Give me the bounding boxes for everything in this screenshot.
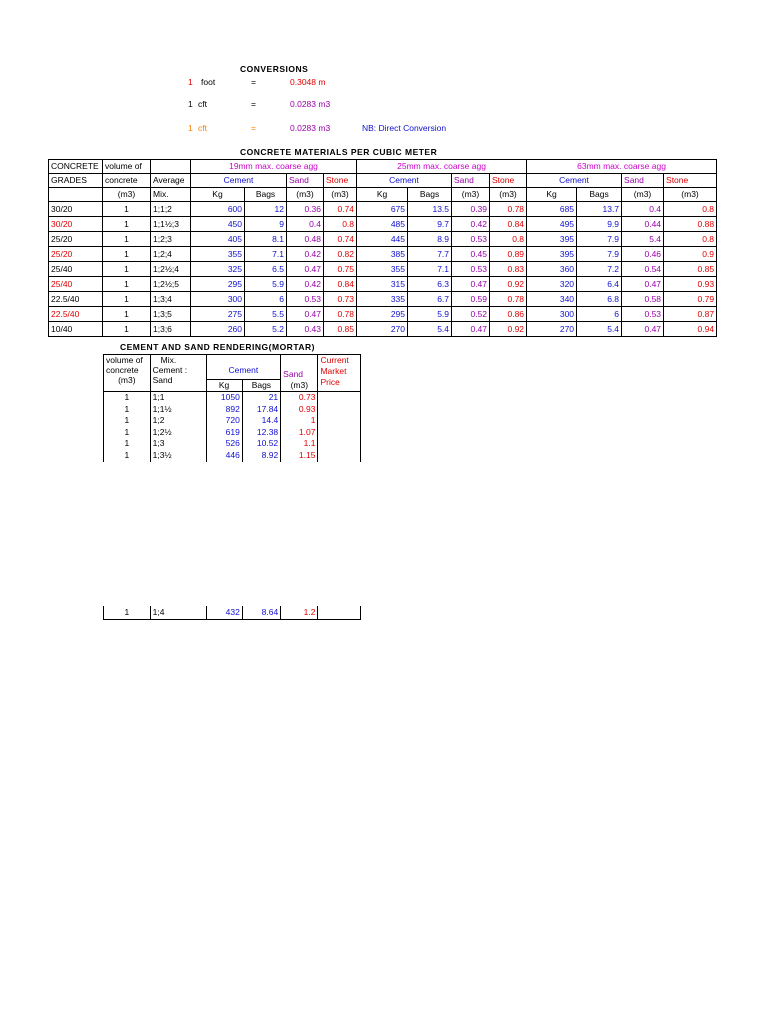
kg-cell: 270 <box>357 322 408 337</box>
kg-cell: 295 <box>191 277 245 292</box>
kg-cell: 450 <box>191 217 245 232</box>
sand-cell: 0.53 <box>287 292 324 307</box>
volume-cell: 1 <box>103 277 151 292</box>
grade-cell: 25/20 <box>49 232 103 247</box>
kg-cell: 315 <box>357 277 408 292</box>
conversion-unit: cft <box>198 123 207 133</box>
sand-cell: 0.44 <box>622 217 664 232</box>
sand-cell: 0.58 <box>622 292 664 307</box>
m3-header: (m3) <box>452 188 490 202</box>
mortar-cell-volume: 1 <box>104 415 151 427</box>
mix-cell: 1;2½;5 <box>151 277 191 292</box>
cement-header: Cement <box>357 174 452 188</box>
mix-header-blank <box>151 160 191 174</box>
mortar-mix-line: Mix. <box>160 355 177 365</box>
mortar-volume-line: volume of <box>106 355 143 365</box>
kg-header: Kg <box>527 188 577 202</box>
stone-header: Stone <box>490 174 527 188</box>
mortar-sand-unit: (m3) <box>290 380 309 390</box>
mortar-table-title: CEMENT AND SAND RENDERING(MORTAR) <box>120 342 315 352</box>
kg-cell: 355 <box>357 262 408 277</box>
kg-cell: 325 <box>191 262 245 277</box>
bags-cell: 7.1 <box>408 262 452 277</box>
conversion-equals: = <box>251 99 256 109</box>
sand-cell: 0.52 <box>452 307 490 322</box>
kg-cell: 395 <box>527 247 577 262</box>
sand-cell: 0.46 <box>622 247 664 262</box>
stone-cell: 0.92 <box>490 277 527 292</box>
mortar-sand-label: Sand <box>283 369 304 379</box>
table-row <box>104 415 361 427</box>
mortar-cell-mix: 1;2 <box>150 415 206 427</box>
stone-cell: 0.9 <box>664 247 717 262</box>
stone-header: Stone <box>324 174 357 188</box>
sand-cell: 0.47 <box>452 277 490 292</box>
volume-cell: 1 <box>103 262 151 277</box>
conversion-value: 0.0283 m3 <box>290 123 331 133</box>
bags-cell: 9.9 <box>577 217 622 232</box>
m3-header: (m3) <box>324 188 357 202</box>
volume-cell: 1 <box>103 322 151 337</box>
grade-cell: 25/20 <box>49 247 103 262</box>
bags-cell: 6.5 <box>245 262 287 277</box>
bags-cell: 8.1 <box>245 232 287 247</box>
mortar-volume-header <box>104 355 151 392</box>
sand-cell: 0.47 <box>287 262 324 277</box>
sand-cell: 0.42 <box>287 247 324 262</box>
mortar-cell-volume: 1 <box>104 392 151 404</box>
mix-cell: 1;3;4 <box>151 292 191 307</box>
kg-cell: 300 <box>191 292 245 307</box>
mortar-mix-header <box>150 355 206 392</box>
mortar-sand-header <box>281 355 318 392</box>
mortar-cell-price <box>318 392 361 404</box>
stone-cell: 0.93 <box>664 277 717 292</box>
mortar-cell-mix: 1;3½ <box>150 450 206 462</box>
mortar-cell-bags: 8.92 <box>242 450 280 462</box>
kg-cell: 360 <box>527 262 577 277</box>
grades-header-blank <box>49 188 103 202</box>
mortar-mix-line: Sand <box>152 375 173 385</box>
sand-cell: 5.4 <box>622 232 664 247</box>
mortar-cement-label: Cement <box>228 365 259 375</box>
mortar-cell-volume: 1 <box>104 438 151 450</box>
mortar-volume-line: (m3) <box>118 375 136 385</box>
mix-cell: 1;1½;3 <box>151 217 191 232</box>
mortar-bags-header: Bags <box>251 380 272 390</box>
conversion-unit: foot <box>201 77 216 87</box>
sand-cell: 0.43 <box>287 322 324 337</box>
stone-cell: 0.87 <box>664 307 717 322</box>
stone-cell: 0.84 <box>490 217 527 232</box>
kg-cell: 495 <box>527 217 577 232</box>
stone-cell: 0.78 <box>490 292 527 307</box>
sand-cell: 0.54 <box>622 262 664 277</box>
group-63mm-header: 63mm max. coarse agg <box>527 160 717 174</box>
bags-cell: 13.7 <box>577 202 622 217</box>
conversion-equals: = <box>251 77 256 87</box>
mortar-cell-bags: 21 <box>242 392 280 404</box>
mix-header: Mix. <box>151 188 191 202</box>
mix-cell: 1;1;2 <box>151 202 191 217</box>
mortar-last-row <box>103 606 361 620</box>
stone-cell: 0.8 <box>664 232 717 247</box>
kg-cell: 275 <box>191 307 245 322</box>
stone-cell: 0.78 <box>324 307 357 322</box>
mortar-cell-volume: 1 <box>104 427 151 439</box>
m3-header: (m3) <box>490 188 527 202</box>
mortar-cement-header <box>206 355 281 392</box>
bags-cell: 8.9 <box>408 232 452 247</box>
bags-cell: 7.7 <box>408 247 452 262</box>
mortar-cell-sand: 0.93 <box>281 404 318 416</box>
sand-cell: 0.59 <box>452 292 490 307</box>
stone-cell: 0.82 <box>324 247 357 262</box>
kg-cell: 260 <box>191 322 245 337</box>
kg-header: Kg <box>357 188 408 202</box>
grade-cell: 30/20 <box>49 202 103 217</box>
grades-header: GRADES <box>49 174 103 188</box>
grade-cell: 25/40 <box>49 262 103 277</box>
volume-cell: 1 <box>103 217 151 232</box>
mortar-cell-bags: 8.64 <box>242 606 280 620</box>
mortar-kg-header: Kg <box>207 380 243 391</box>
mortar-cell-kg: 892 <box>206 404 242 416</box>
kg-cell: 295 <box>357 307 408 322</box>
m3-header: (m3) <box>287 188 324 202</box>
volume-cell: 1 <box>103 202 151 217</box>
mortar-cell-bags: 12.38 <box>242 427 280 439</box>
stone-cell: 0.89 <box>490 247 527 262</box>
conversion-note: NB: Direct Conversion <box>362 123 447 133</box>
bags-header: Bags <box>245 188 287 202</box>
mortar-cell-sand: 1.1 <box>281 438 318 450</box>
m3-header: (m3) <box>664 188 717 202</box>
mortar-cell-price <box>318 404 361 416</box>
sand-header: Sand <box>287 174 324 188</box>
conversions-title: CONVERSIONS <box>240 64 309 74</box>
bags-cell: 9.7 <box>408 217 452 232</box>
stone-cell: 0.8 <box>490 232 527 247</box>
kg-cell: 270 <box>527 322 577 337</box>
group-19mm-header: 19mm max. coarse agg <box>191 160 357 174</box>
mortar-table <box>103 354 361 462</box>
volume-header: (m3) <box>103 188 151 202</box>
mortar-cell-mix: 1;1 <box>150 392 206 404</box>
sand-header: Sand <box>622 174 664 188</box>
table-row <box>49 277 717 292</box>
mortar-cell-kg: 432 <box>206 606 242 620</box>
conversion-equals: = <box>251 123 256 133</box>
kg-cell: 485 <box>357 217 408 232</box>
bags-cell: 6 <box>577 307 622 322</box>
bags-cell: 5.4 <box>408 322 452 337</box>
mortar-cell-mix: 1;4 <box>150 606 206 620</box>
conversion-qty: 1 <box>188 99 193 109</box>
bags-cell: 6.3 <box>408 277 452 292</box>
mortar-cell-kg: 619 <box>206 427 242 439</box>
mortar-cell-mix: 1;1½ <box>150 404 206 416</box>
sand-cell: 0.48 <box>287 232 324 247</box>
concrete-materials-table <box>48 159 717 337</box>
stone-cell: 0.8 <box>664 202 717 217</box>
bags-cell: 5.9 <box>408 307 452 322</box>
mortar-cell-price <box>318 427 361 439</box>
mortar-cell-bags: 10.52 <box>242 438 280 450</box>
table-row <box>49 202 717 217</box>
mix-cell: 1;2;3 <box>151 232 191 247</box>
stone-cell: 0.73 <box>324 292 357 307</box>
bags-cell: 6.7 <box>408 292 452 307</box>
sand-cell: 0.47 <box>622 277 664 292</box>
sand-cell: 0.39 <box>452 202 490 217</box>
kg-cell: 300 <box>527 307 577 322</box>
bags-cell: 13.5 <box>408 202 452 217</box>
cement-header: Cement <box>191 174 287 188</box>
grade-cell: 30/20 <box>49 217 103 232</box>
stone-cell: 0.74 <box>324 232 357 247</box>
mortar-cell-sand: 1.07 <box>281 427 318 439</box>
table-row <box>49 322 717 337</box>
stone-cell: 0.83 <box>490 262 527 277</box>
cement-header: Cement <box>527 174 622 188</box>
sand-cell: 0.45 <box>452 247 490 262</box>
conversion-value: 0.0283 m3 <box>290 99 331 109</box>
bags-cell: 5.5 <box>245 307 287 322</box>
volume-header: volume of <box>103 160 151 174</box>
stone-cell: 0.94 <box>664 322 717 337</box>
conversion-unit: cft <box>198 99 207 109</box>
bags-header: Bags <box>577 188 622 202</box>
mortar-cell-sand: 1.15 <box>281 450 318 462</box>
mortar-cell-price <box>318 415 361 427</box>
mortar-cell-bags: 14.4 <box>242 415 280 427</box>
mortar-cell-kg: 526 <box>206 438 242 450</box>
bags-cell: 6.8 <box>577 292 622 307</box>
volume-cell: 1 <box>103 292 151 307</box>
sand-cell: 0.4 <box>287 217 324 232</box>
table-row <box>104 404 361 416</box>
bags-cell: 12 <box>245 202 287 217</box>
stone-cell: 0.85 <box>324 322 357 337</box>
table-row <box>104 450 361 462</box>
sand-cell: 0.53 <box>452 262 490 277</box>
sand-cell: 0.47 <box>287 307 324 322</box>
bags-cell: 7.9 <box>577 232 622 247</box>
mortar-cell-kg: 1050 <box>206 392 242 404</box>
m3-header: (m3) <box>622 188 664 202</box>
bags-cell: 5.9 <box>245 277 287 292</box>
bags-cell: 7.9 <box>577 247 622 262</box>
sand-cell: 0.36 <box>287 202 324 217</box>
sand-cell: 0.53 <box>622 307 664 322</box>
mortar-price-header <box>318 355 361 392</box>
bags-cell: 7.2 <box>577 262 622 277</box>
stone-cell: 0.79 <box>664 292 717 307</box>
mortar-cell-sand: 1 <box>281 415 318 427</box>
sand-cell: 0.4 <box>622 202 664 217</box>
mortar-cell-mix: 1;2½ <box>150 427 206 439</box>
grade-cell: 10/40 <box>49 322 103 337</box>
mortar-cell-price <box>318 450 361 462</box>
stone-cell: 0.92 <box>490 322 527 337</box>
volume-cell: 1 <box>103 247 151 262</box>
kg-cell: 405 <box>191 232 245 247</box>
mix-cell: 1;3;6 <box>151 322 191 337</box>
conversion-qty: 1 <box>188 123 193 133</box>
grade-cell: 25/40 <box>49 277 103 292</box>
grade-cell: 22.5/40 <box>49 292 103 307</box>
mortar-mix-line: Cement : <box>152 365 188 375</box>
stone-cell: 0.84 <box>324 277 357 292</box>
bags-cell: 9 <box>245 217 287 232</box>
mortar-cell-mix: 1;3 <box>150 438 206 450</box>
stone-cell: 0.74 <box>324 202 357 217</box>
mortar-cell-volume: 1 <box>104 404 151 416</box>
stone-cell: 0.8 <box>324 217 357 232</box>
mortar-cell-sand: 1.2 <box>281 606 318 620</box>
mix-cell: 1;3;5 <box>151 307 191 322</box>
mortar-cell-sand: 0.73 <box>281 392 318 404</box>
mortar-cell-kg: 446 <box>206 450 242 462</box>
volume-cell: 1 <box>103 307 151 322</box>
stone-cell: 0.78 <box>490 202 527 217</box>
stone-header: Stone <box>664 174 717 188</box>
mortar-cell-volume: 1 <box>104 606 151 620</box>
kg-cell: 320 <box>527 277 577 292</box>
table-row <box>49 217 717 232</box>
mortar-price-line: Market <box>320 366 347 376</box>
mix-cell: 1;2;4 <box>151 247 191 262</box>
concrete-table-title: CONCRETE MATERIALS PER CUBIC METER <box>240 147 438 157</box>
table-row <box>49 232 717 247</box>
sand-header: Sand <box>452 174 490 188</box>
grades-header: CONCRETE <box>49 160 103 174</box>
kg-cell: 675 <box>357 202 408 217</box>
table-row <box>49 247 717 262</box>
table-row <box>49 262 717 277</box>
kg-cell: 445 <box>357 232 408 247</box>
sand-cell: 0.47 <box>452 322 490 337</box>
bags-cell: 6.4 <box>577 277 622 292</box>
conversion-qty: 1 <box>188 77 193 87</box>
stone-cell: 0.85 <box>664 262 717 277</box>
mortar-cell-kg: 720 <box>206 415 242 427</box>
grade-cell: 22.5/40 <box>49 307 103 322</box>
kg-cell: 335 <box>357 292 408 307</box>
mortar-price-line: Current <box>320 355 349 365</box>
kg-cell: 600 <box>191 202 245 217</box>
volume-header: concrete <box>103 174 151 188</box>
sand-cell: 0.42 <box>452 217 490 232</box>
sand-cell: 0.53 <box>452 232 490 247</box>
stone-cell: 0.86 <box>490 307 527 322</box>
bags-cell: 5.2 <box>245 322 287 337</box>
sand-cell: 0.47 <box>622 322 664 337</box>
mix-cell: 1;2½;4 <box>151 262 191 277</box>
bags-header: Bags <box>408 188 452 202</box>
stone-cell: 0.75 <box>324 262 357 277</box>
stone-cell: 0.88 <box>664 217 717 232</box>
kg-cell: 685 <box>527 202 577 217</box>
mortar-price-line: Price <box>320 377 340 387</box>
kg-cell: 355 <box>191 247 245 262</box>
table-row <box>104 392 361 404</box>
kg-cell: 395 <box>527 232 577 247</box>
bags-cell: 6 <box>245 292 287 307</box>
sand-cell: 0.42 <box>287 277 324 292</box>
kg-header: Kg <box>191 188 245 202</box>
mortar-cell-bags: 17.84 <box>242 404 280 416</box>
mix-header: Average <box>151 174 191 188</box>
mortar-volume-line: concrete <box>106 365 139 375</box>
bags-cell: 5.4 <box>577 322 622 337</box>
conversion-value: 0.3048 m <box>290 77 326 87</box>
kg-cell: 385 <box>357 247 408 262</box>
mortar-cell-price <box>318 438 361 450</box>
mortar-cell-price <box>318 606 361 620</box>
kg-cell: 340 <box>527 292 577 307</box>
bags-cell: 7.1 <box>245 247 287 262</box>
mortar-cell-volume: 1 <box>104 450 151 462</box>
table-row <box>49 307 717 322</box>
table-row <box>104 427 361 439</box>
table-row <box>49 292 717 307</box>
group-25mm-header: 25mm max. coarse agg <box>357 160 527 174</box>
volume-cell: 1 <box>103 232 151 247</box>
table-row <box>104 438 361 450</box>
